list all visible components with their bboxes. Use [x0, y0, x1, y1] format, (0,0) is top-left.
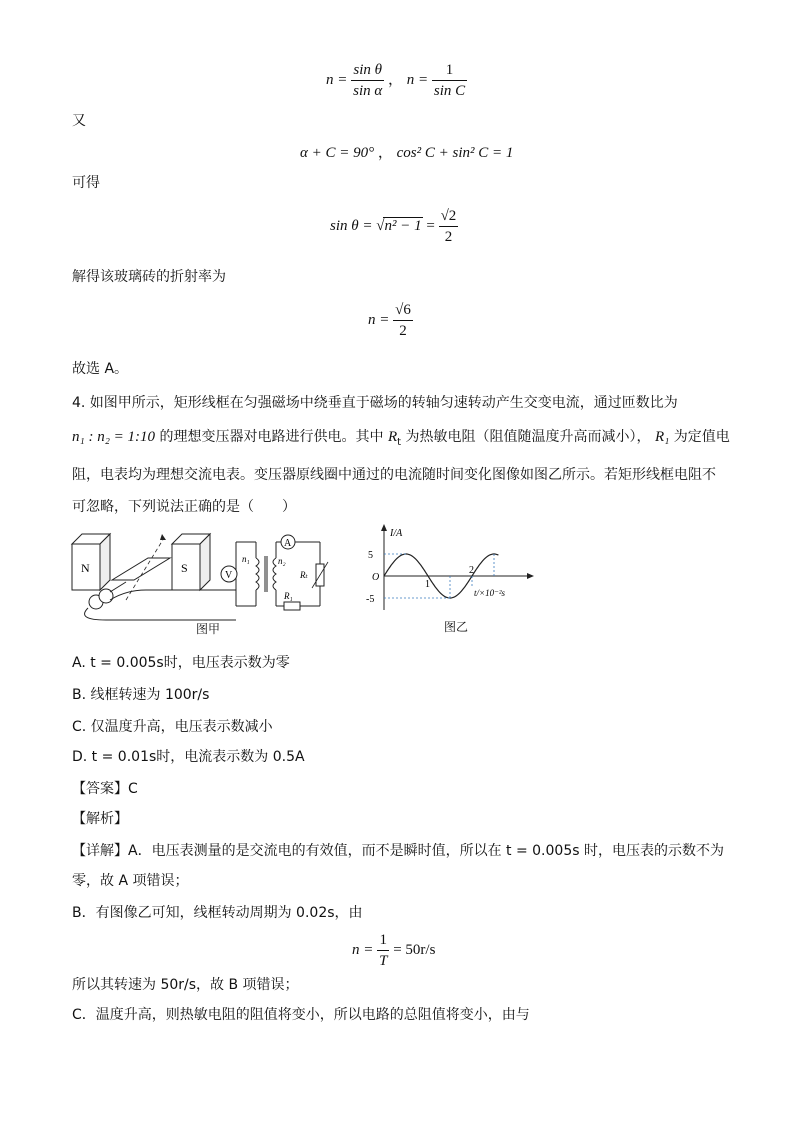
figure-yi-caption: 图乙	[444, 620, 469, 634]
figure-generator-circuit	[66, 528, 336, 644]
x-axis-arrow-icon	[527, 573, 534, 579]
eq-lhs: n =	[352, 941, 374, 958]
y-axis-arrow-icon	[381, 524, 387, 531]
question-line-2	[72, 426, 730, 448]
question-line-1: 4. 如图甲所示，矩形线框在匀强磁场中绕垂直于磁场的转轴匀速转动产生交变电流，通过匝数比为	[72, 395, 678, 411]
equation-n-result	[368, 300, 413, 341]
equation-refraction-index	[326, 60, 467, 101]
tick-label-y-5: 5	[368, 550, 373, 561]
option-d: D. t = 0.01s时，电流表示数为 0.5A	[72, 749, 305, 765]
fraction-numerator: sin θ	[351, 60, 384, 81]
axis-arrow-icon	[160, 534, 166, 540]
detail-line-2: 零，故 A 项错误；	[72, 873, 189, 889]
var-r: R	[387, 429, 398, 445]
detail-line-1: 【详解】A．电压表测量的是交流电的有效值，而不是瞬时值，所以在 t = 0.005s 时，电压表的示数不为	[72, 843, 724, 859]
fraction-root6-over-2	[393, 300, 413, 341]
eq-equals: =	[426, 217, 435, 234]
question-text-c: 为定值电	[673, 429, 730, 445]
ammeter-label: A	[284, 538, 292, 549]
sqrt-radicand: n² − 1	[384, 217, 422, 234]
wire-brush-lower	[85, 608, 236, 620]
fraction-denominator: sin α	[353, 83, 383, 99]
tick-label-x-1: 1	[425, 579, 430, 590]
tick-label-y-neg5: -5	[366, 594, 375, 605]
magnet-n-side	[100, 534, 110, 590]
option-b: B. 线框转速为 100r/s	[72, 687, 210, 703]
y-axis-label: I/A	[390, 528, 403, 539]
detail2-line-1: 所以其转速为 50r/s，故 B 项错误；	[72, 977, 299, 993]
r1-label: R₁	[284, 591, 293, 601]
fraction-numerator: 1	[377, 930, 389, 951]
rt-label: Rₜ	[300, 570, 308, 580]
eq-part-1: α + C = 90°	[300, 145, 375, 161]
primary-coil-icon	[256, 558, 259, 590]
turns-ratio: n₁ : n₂ = 1:10	[72, 429, 156, 445]
fraction-one-over-t	[377, 930, 389, 971]
option-a: A. t = 0.005s时，电压表示数为零	[72, 655, 290, 671]
eq-separator: ，	[388, 71, 404, 88]
fraction-denominator: 2	[444, 229, 453, 245]
var-r1: R₁	[654, 429, 670, 445]
magnet-s-label: S	[181, 561, 188, 575]
answer-label: 【答案】C	[72, 781, 138, 797]
eq-part-2: cos² C + sin² C = 1	[396, 145, 514, 161]
fraction-denominator: T	[379, 953, 388, 969]
word-you: 又	[72, 113, 86, 129]
n1-label: n₁	[242, 554, 250, 564]
fraction-numerator: √6	[393, 300, 413, 321]
magnet-s-side	[200, 534, 210, 590]
analysis-heading: 【解析】	[72, 811, 128, 827]
question-line-4: 可忽略，下列说法正确的是（ ）	[72, 499, 296, 515]
wire-brush-upper	[110, 590, 236, 600]
detail2-line-2: C．温度升高，则热敏电阻的阻值将变小，所以电路的总阻值将变小，由与	[72, 1007, 530, 1023]
eq-rhs: = 50r/s	[393, 941, 436, 958]
fraction-numerator: 1	[432, 60, 467, 81]
choose-answer-a: 故选 A。	[72, 361, 129, 377]
n2-label: n₂	[278, 556, 286, 566]
var-r-subscript: t	[397, 436, 402, 448]
fraction-numerator: √2	[439, 206, 459, 227]
equation-sin-theta	[330, 206, 458, 247]
fraction-denominator: 2	[399, 323, 407, 339]
question-text-a: 的理想变压器对电路进行供电。其中	[159, 429, 384, 445]
question-line-3: 阻，电表均为理想交流电表。变压器原线圈中通过的电流随时间变化图像如图乙所示。若矩形线框电阻不	[72, 467, 716, 483]
x-axis-label: t/×10⁻²s	[474, 588, 506, 598]
figure-jia-caption: 图甲	[196, 622, 221, 636]
solve-text: 解得该玻璃砖的折射率为	[72, 269, 226, 285]
word-kede: 可得	[72, 175, 100, 191]
equation-angle-sum	[300, 141, 513, 162]
eq-lhs: n =	[326, 71, 348, 88]
current-time-chart	[364, 522, 544, 612]
detail-line-3: B．有图像乙可知，线框转动周期为 0.02s，由	[72, 905, 363, 921]
secondary-coil-icon	[273, 558, 276, 590]
voltmeter-label: V	[225, 570, 233, 581]
eq-separator: ，	[377, 145, 393, 161]
fraction-denominator: sin C	[433, 83, 466, 99]
fraction-critical-angle	[432, 60, 467, 101]
sqrt-icon: √	[376, 217, 385, 234]
fraction-sin-ratio	[351, 60, 384, 101]
fraction-root2-over-2	[439, 206, 459, 247]
eq-lhs: n =	[368, 311, 390, 328]
figure-current-graph	[364, 522, 544, 634]
tick-label-x-2: 2	[469, 565, 474, 576]
equation-rotation-rate	[352, 930, 435, 971]
rotating-coil	[112, 558, 170, 580]
question-text-b: 为热敏电阻（阻值随温度升高而减小），	[405, 429, 651, 445]
eq-lhs: sin θ =	[330, 217, 373, 234]
origin-label: O	[372, 572, 380, 583]
option-c: C. 仅温度升高，电压表示数减小	[72, 719, 273, 735]
magnet-n-label: N	[81, 561, 90, 575]
eq-lhs-2: n =	[406, 71, 429, 88]
resistor-r1-icon	[284, 602, 300, 610]
coil-shaft	[110, 582, 126, 592]
